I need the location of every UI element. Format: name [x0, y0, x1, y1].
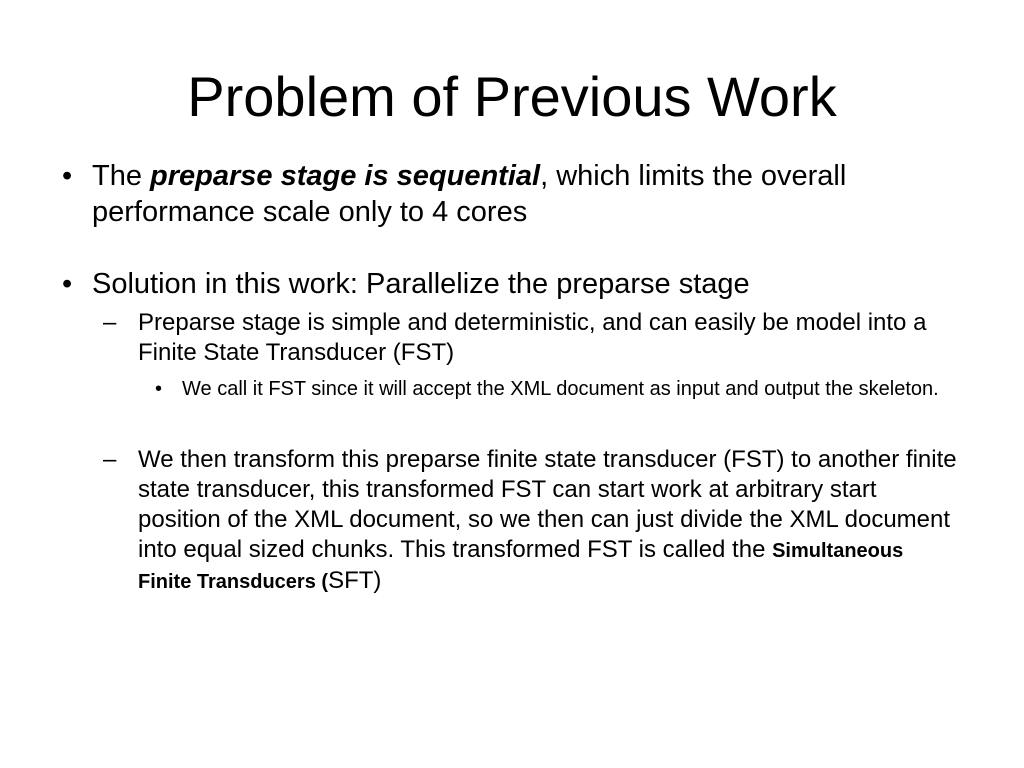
sub-point-fst-model [62, 308, 962, 368]
sub2-suffix: SFT) [328, 567, 382, 594]
bullet-icon: • [62, 160, 73, 192]
dash-icon: – [103, 309, 117, 336]
bullet-point-sequential-preparse [62, 158, 962, 230]
point1-suffix: , which limits the overall performance scale only to 4 cores [92, 160, 847, 228]
sub1-text: Preparse stage is simple and deterministic, and can easily be model into a Finite State Transducer (FST) [138, 309, 927, 366]
bullet-point-solution [62, 266, 962, 302]
dash-icon: – [103, 446, 117, 473]
point1-emphasis: preparse stage is sequential [150, 160, 541, 192]
slide-body [62, 158, 962, 597]
point1-prefix: The [92, 160, 151, 192]
slide-title: Problem of Previous Work [187, 65, 837, 128]
point2-text: Solution in this work: Parallelize the preparse stage [92, 268, 750, 300]
sub-point-sft-transform [62, 445, 962, 597]
bullet-icon: • [62, 268, 73, 300]
sub-bullet-icon: • [155, 378, 163, 400]
sub2-emphasis: Simultaneous Finite Transducers ( [138, 540, 904, 593]
sub-sub-point-fst-naming [62, 376, 962, 403]
sub2-prefix: We then transform this preparse finite state transducer (FST) to another finite state transducer, this transformed FST can start work at arbitrary start position of the XML document, so we then can just divide the XML document into equal sized chunks. This transformed FST is called the [138, 446, 957, 563]
sub1-sub1-text: We call it FST since it will accept the XML document as input and output the skeleton. [182, 378, 939, 400]
